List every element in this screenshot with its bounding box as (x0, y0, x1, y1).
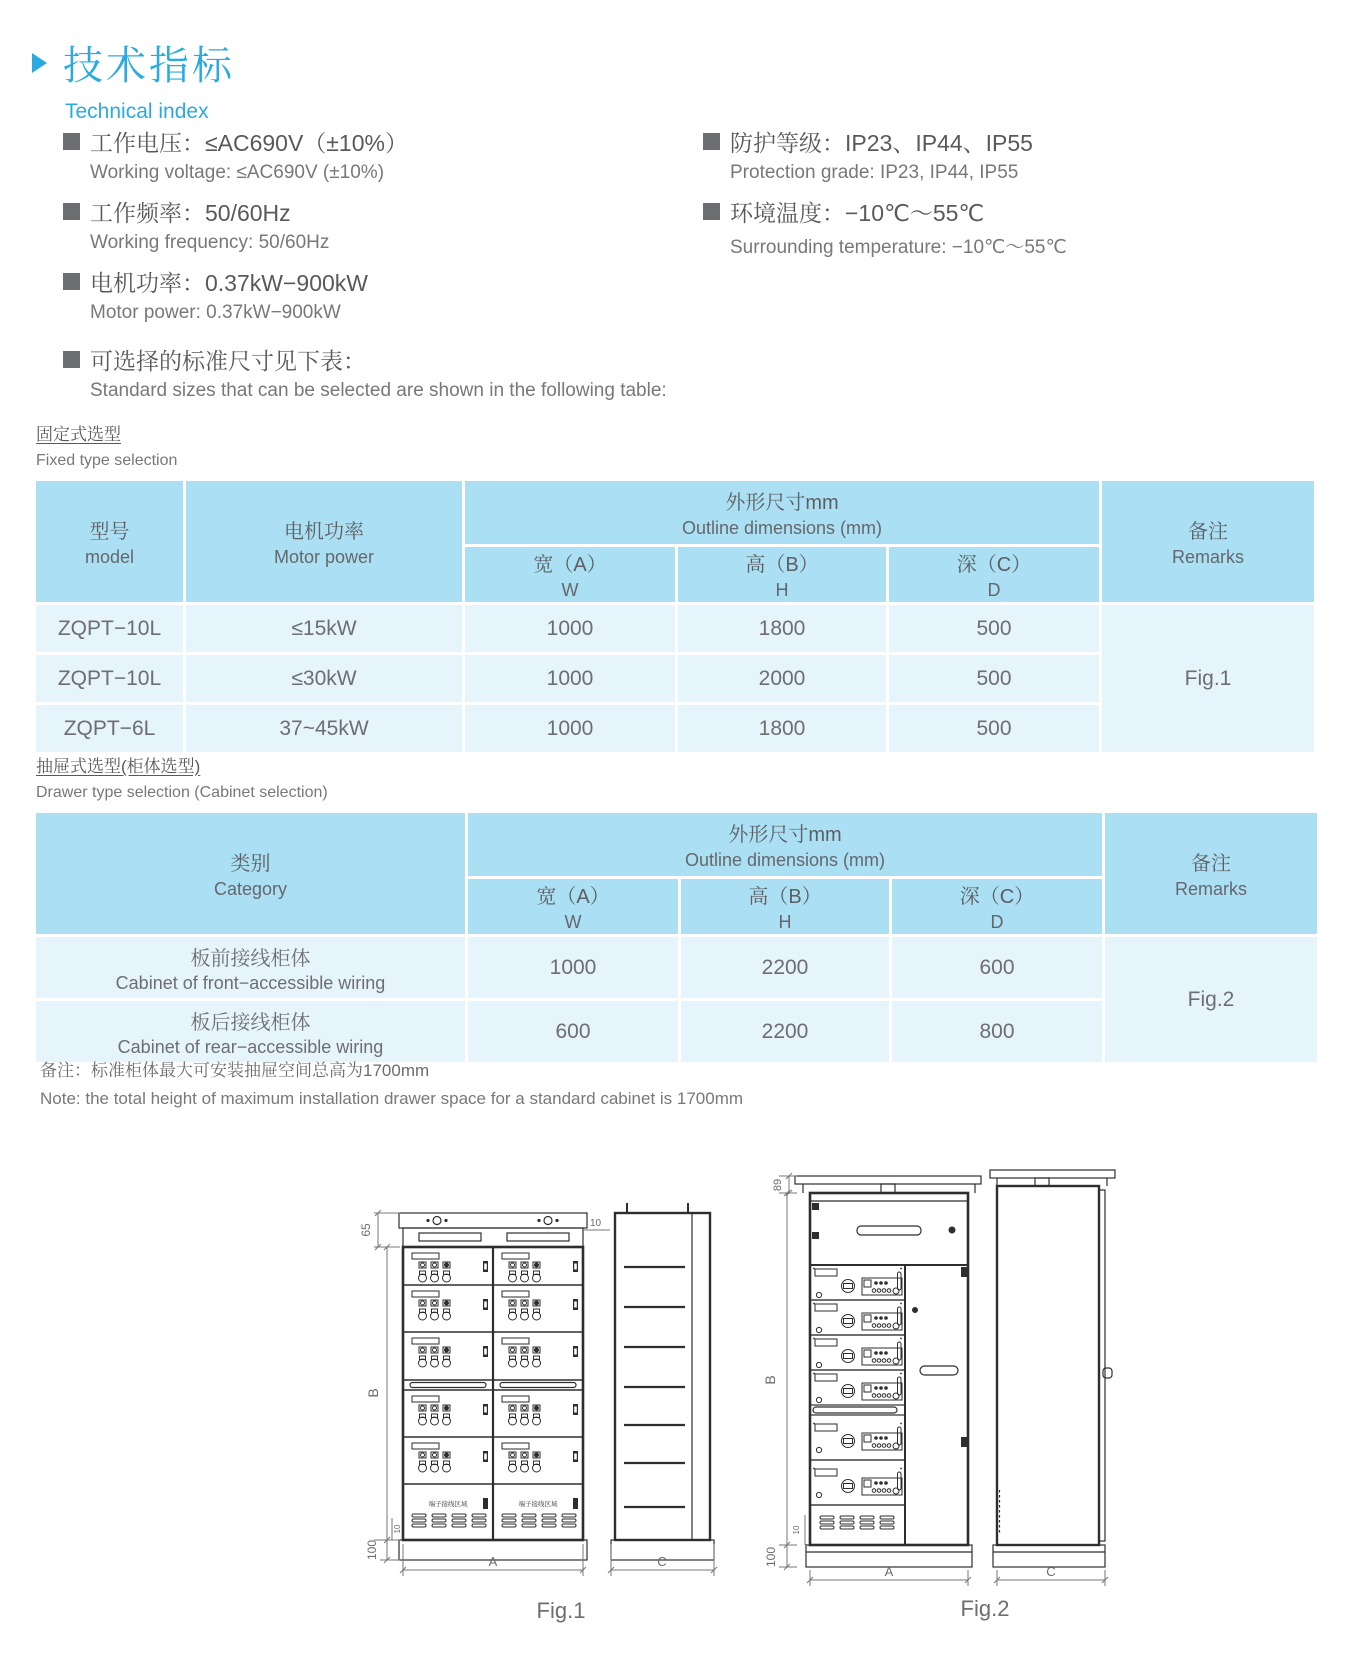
spec-column-right (703, 124, 1067, 264)
note (40, 1056, 743, 1109)
section-arrow-icon (32, 53, 47, 73)
col-header-height-cn: 高（B） (745, 554, 819, 576)
fig2-dim-width: A (884, 1564, 894, 1579)
spec-standard-sizes (63, 342, 1323, 412)
col-header-power-en: Motor power (273, 547, 375, 567)
col-header-width-en: W (564, 912, 582, 932)
col-header-remarks-cn: 备注 (1191, 853, 1231, 875)
cell-height: 2200 (681, 1001, 889, 1062)
col-header-height (678, 547, 886, 602)
fig1-dim-top-right: 10 (590, 1218, 602, 1229)
cell-power: ≤15kW (186, 605, 462, 652)
fig1-side-view (611, 1203, 714, 1560)
fig2-dim-height: B (762, 1375, 778, 1385)
col-header-dimensions (465, 481, 1099, 544)
fig1-dim-height: B (365, 1388, 381, 1398)
section-title-cn: 抽屉式选型(柜体选型) (36, 757, 201, 776)
cell-depth: 600 (892, 937, 1102, 998)
spec-column-left (63, 124, 1323, 412)
section-fixed-type (36, 420, 177, 470)
fig1-front-view (399, 1213, 587, 1560)
col-header-dimensions-cn: 外形尺寸mm (725, 492, 839, 514)
col-header-width-cn: 宽（A） (533, 554, 607, 576)
bullet-square-icon (703, 133, 720, 150)
col-header-remarks (1102, 481, 1314, 602)
col-header-depth-en: D (987, 580, 1001, 600)
cell-height: 1800 (678, 705, 886, 752)
col-header-height (681, 879, 889, 934)
cell-width: 1000 (465, 655, 675, 702)
cell-width: 1000 (468, 937, 678, 998)
col-header-width-cn: 宽（A） (536, 886, 610, 908)
col-header-model-cn: 型号 (89, 521, 130, 543)
col-header-category-cn: 类别 (230, 853, 271, 875)
cell-height: 2000 (678, 655, 886, 702)
col-header-remarks-en: Remarks (1174, 879, 1247, 899)
section-drawer-type (36, 752, 328, 802)
spec-cn: 工作电压：≤AC690V（±10%） (90, 129, 408, 156)
col-header-remarks-en: Remarks (1171, 547, 1244, 567)
spec-en: Working voltage: ≤AC690V (±10%) (90, 162, 385, 183)
bullet-square-icon (703, 203, 720, 220)
col-header-width (465, 547, 675, 602)
cell-width: 1000 (465, 705, 675, 752)
cell-depth: 500 (889, 605, 1099, 652)
table-row (36, 937, 1317, 998)
spec-cn: 电机功率：0.37kW−900kW (90, 269, 368, 296)
col-header-power (186, 481, 462, 602)
fig1-terminal-area-label: 端子接线区域 (518, 1501, 558, 1508)
col-header-category-en: Category (213, 879, 288, 899)
note-cn: 备注：标准柜体最大可安装抽屉空间总高为1700mm (40, 1061, 430, 1080)
cell-width: 600 (468, 1001, 678, 1062)
col-header-height-en: H (778, 912, 792, 932)
cell-category-cn: 板前接线柜体 (190, 947, 311, 970)
fig2-technical-drawing (735, 1100, 1120, 1630)
bullet-square-icon (63, 203, 80, 220)
cell-depth: 500 (889, 655, 1099, 702)
fixed-selection-table (33, 478, 1317, 755)
cell-height: 2200 (681, 937, 889, 998)
fig2-caption: Fig.2 (960, 1596, 1010, 1621)
spec-en: Standard sizes that can be selected are shown in the following table: (90, 380, 667, 401)
spec-protection-grade (703, 124, 1067, 194)
table-row (36, 605, 1314, 652)
section-title-en: Fixed type selection (36, 452, 178, 469)
spec-cn: 可选择的标准尺寸见下表： (90, 347, 366, 374)
bullet-square-icon (63, 273, 80, 290)
cell-remarks: Fig.1 (1102, 605, 1314, 752)
cell-category-cn: 板后接线柜体 (190, 1011, 311, 1034)
fig2-dim-top: 89 (772, 1178, 784, 1192)
spec-motor-power (63, 264, 1323, 334)
fig2-front-view (795, 1176, 981, 1567)
page-title: 技术指标 (63, 44, 235, 88)
cell-model: ZQPT−10L (36, 655, 183, 702)
fig2-dim-depth: C (1046, 1564, 1056, 1579)
spec-working-frequency (63, 194, 1323, 264)
page-subtitle: Technical index (65, 100, 209, 123)
col-header-category (36, 813, 465, 934)
col-header-depth-en: D (990, 912, 1004, 932)
col-header-remarks (1105, 813, 1317, 934)
spec-en: Protection grade: IP23, IP44, IP55 (730, 162, 1019, 183)
cell-height: 1800 (678, 605, 886, 652)
fig1-technical-drawing (340, 1140, 720, 1630)
fig1-terminal-area-label: 端子接线区域 (428, 1501, 468, 1508)
spec-en: Working frequency: 50/60Hz (90, 232, 330, 253)
cell-remarks: Fig.2 (1105, 937, 1317, 1062)
header (32, 34, 235, 124)
col-header-depth (892, 879, 1102, 934)
cell-power: ≤30kW (186, 655, 462, 702)
col-header-dimensions-en: Outline dimensions (mm) (681, 518, 883, 538)
fig1-caption: Fig.1 (536, 1598, 586, 1623)
cell-category-en: Cabinet of rear−accessible wiring (117, 1036, 384, 1057)
spec-cn: 工作频率：50/60Hz (90, 199, 291, 226)
cell-category (36, 937, 465, 998)
cell-power: 37~45kW (186, 705, 462, 752)
cell-category-en: Cabinet of front−accessible wiring (115, 972, 386, 993)
fig2-dim-base: 100 (764, 1546, 778, 1568)
bullet-square-icon (63, 351, 80, 368)
fig2-side-view (990, 1170, 1115, 1567)
spec-list (63, 124, 1323, 412)
spec-en: Surrounding temperature: −10℃～55℃ (730, 237, 1067, 258)
fig1-dim-depth: C (657, 1554, 667, 1569)
spec-en: Motor power: 0.37kW−900kW (90, 302, 341, 323)
col-header-width (468, 879, 678, 934)
spec-surrounding-temperature (703, 194, 1067, 264)
fig1-dim-top: 65 (359, 1223, 373, 1237)
col-header-model-en: model (84, 547, 135, 567)
drawer-selection-table (33, 810, 1320, 1065)
spec-working-voltage (63, 124, 1323, 194)
note-en: Note: the total height of maximum installation drawer space for a standard cabinet is 1700mm (40, 1089, 744, 1108)
bullet-square-icon (63, 133, 80, 150)
col-header-width-en: W (561, 580, 579, 600)
section-title-en: Drawer type selection (Cabinet selection) (36, 784, 328, 801)
col-header-height-cn: 高（B） (748, 886, 822, 908)
fig1-dim-plinth-small: 10 (393, 1524, 402, 1534)
col-header-dimensions-en: Outline dimensions (mm) (684, 850, 886, 870)
col-header-dimensions (468, 813, 1102, 876)
cell-width: 1000 (465, 605, 675, 652)
col-header-height-en: H (775, 580, 789, 600)
col-header-depth-cn: 深（C） (959, 886, 1035, 908)
col-header-depth (889, 547, 1099, 602)
spec-cn: 防护等级：IP23、IP44、IP55 (730, 129, 1033, 156)
cell-depth: 500 (889, 705, 1099, 752)
col-header-power-cn: 电机功率 (284, 521, 364, 543)
cell-model: ZQPT−10L (36, 605, 183, 652)
cell-model: ZQPT−6L (36, 705, 183, 752)
fig1-dimension-labels (359, 1218, 667, 1623)
fig1-dim-width: A (488, 1554, 498, 1569)
spec-cn: 环境温度：−10℃～55℃ (730, 199, 985, 226)
cell-category (36, 1001, 465, 1062)
section-title-cn: 固定式选型 (36, 425, 121, 444)
col-header-depth-cn: 深（C） (956, 554, 1032, 576)
fig1-dim-base: 100 (365, 1539, 379, 1561)
cell-depth: 800 (892, 1001, 1102, 1062)
col-header-dimensions-cn: 外形尺寸mm (728, 824, 842, 846)
col-header-model (36, 481, 183, 602)
col-header-remarks-cn: 备注 (1188, 521, 1228, 543)
fig2-dim-plinth-small: 10 (792, 1525, 801, 1535)
